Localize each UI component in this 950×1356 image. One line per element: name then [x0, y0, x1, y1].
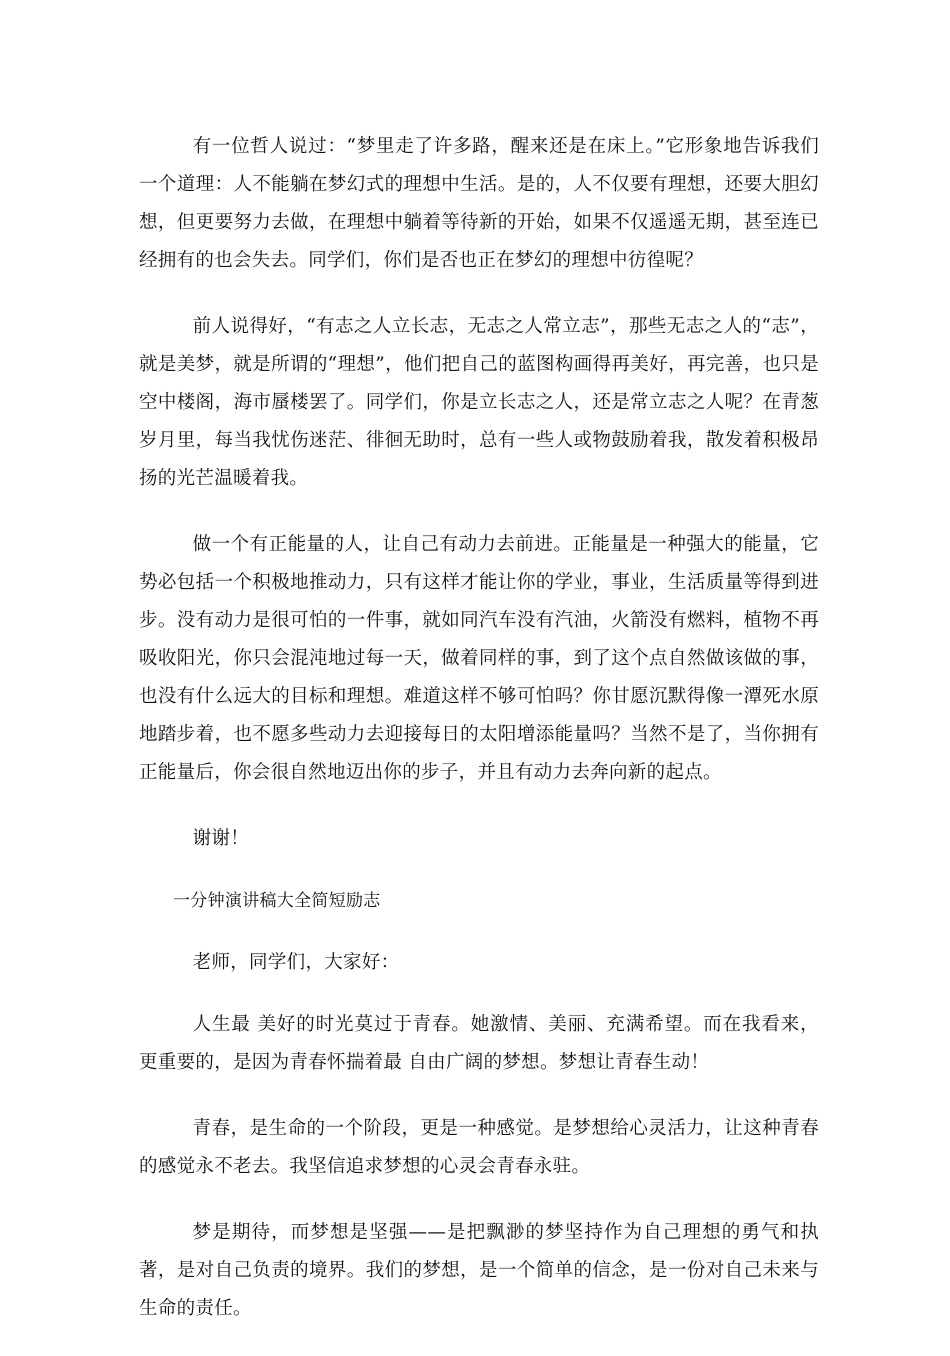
paragraph-ambition: 前人说得好，“有志之人立长志，无志之人常立志”，那些无志之人的“志”，就是美梦，就是所谓的“理想”，他们把自己的蓝图构画得再美好，再完善，也只是空中楼阁，海市蜃楼罢了。同学们，你是立长志之人，还是常立志之人呢？在青葱岁月里，每当我忧伤迷茫、徘徊无助时，总有一些人或物鼓励着我，散发着积极昂扬的光芒温暖着我。	[139, 316, 819, 489]
paragraph-youth-feeling: 青春，是生命的一个阶段，更是一种感觉。是梦想给心灵活力，让这种青春的感觉永不老去。我坚信追求梦想的心灵会青春永驻。	[139, 1118, 819, 1177]
paragraph-dream: 梦是期待，而梦想是坚强——是把飘渺的梦坚持作为自己理想的勇气和执著，是对自己负责的境界。我们的梦想，是一个简单的信念，是一份对自己未来与生命的责任。	[139, 1222, 819, 1319]
document-body	[139, 128, 819, 1356]
paragraph-greeting: 老师，同学们，大家好：	[192, 952, 400, 973]
paragraph-thanks: 谢谢！	[192, 828, 250, 849]
paragraph-philosopher: 有一位哲人说过：“梦里走了许多路，醒来还是在床上。”它形象地告诉我们一个道理：人不能躺在梦幻式的理想中生活。是的，人不仅要有理想，还要大胆幻想，但更要努力去做，在理想中躺着等待新的开始，如果不仅遥遥无期，甚至连已经拥有的也会失去。同学们，你们是否也正在梦幻的理想中彷徨呢？	[139, 136, 819, 271]
paragraph-youth: 人生最 美好的时光莫过于青春。她激情、美丽、充满希望。而在我看来，更重要的，是因为青春怀揣着最 自由广阔的梦想。梦想让青春生动！	[139, 1014, 819, 1073]
paragraph-positive-energy: 做一个有正能量的人，让自己有动力去前进。正能量是一种强大的能量，它势必包括一个积极地推动力，只有这样才能让你的学业，事业，生活质量等得到进步。没有动力是很可怕的一件事，就如同汽车没有汽油，火箭没有燃料，植物不再吸收阳光，你只会混沌地过每一天，做着同样的事，到了这个点自然做该做的事，也没有什么远大的目标和理想。难道这样不够可怕吗？你甘愿沉默得像一潭死水原地踏步着，也不愿多些动力去迎接每日的太阳增添能量吗？当然不是了，当你拥有正能量后，你会很自然地迈出你的步子，并且有动力去奔向新的起点。	[139, 534, 819, 783]
section-heading: 一分钟演讲稿大全简短励志	[173, 891, 381, 911]
